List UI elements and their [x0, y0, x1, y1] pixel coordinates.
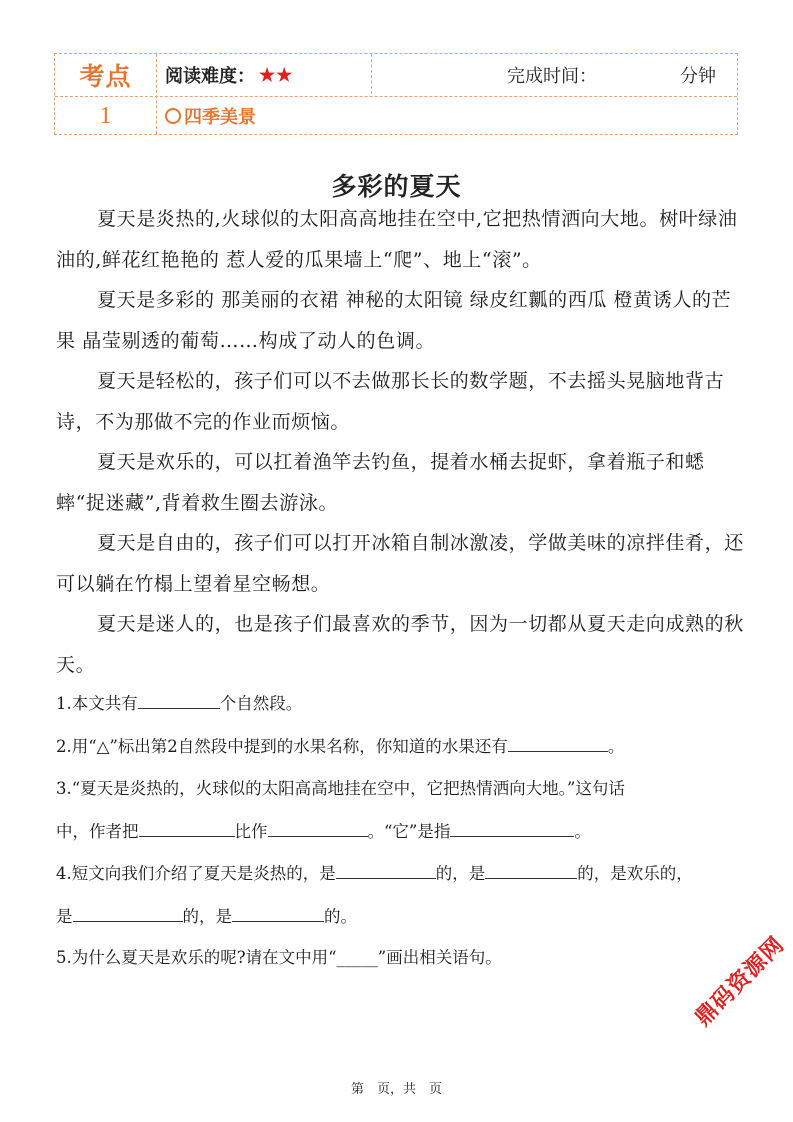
question-text: 个自然段。: [219, 694, 303, 713]
question-text: 5.为什么夏天是欢乐的呢?请在文中用“: [56, 948, 337, 967]
header-table: [54, 53, 738, 135]
circle-icon: [165, 108, 181, 124]
question-4-line-1: [56, 860, 693, 884]
answer-blank[interactable]: [73, 920, 183, 922]
divider: [371, 54, 372, 94]
divider: [55, 96, 737, 97]
question-1: [56, 690, 302, 714]
question-text: 的。: [324, 907, 357, 926]
question-text: 4.短文向我们介绍了夏天是炎热的，是: [56, 864, 336, 883]
question-text: 的，是欢乐的，: [577, 864, 693, 883]
question-text: 的，是: [182, 907, 232, 926]
question-3-line-1: 3.“夏天是炎热的，火球似的太阳高高地挂在空中，它把热情洒向大地。”这句话: [56, 779, 625, 798]
minute-label: 分钟: [680, 66, 716, 87]
kaodian-label: 考点: [79, 62, 132, 91]
underline-marker: _____: [336, 948, 378, 967]
question-3-line-2: [56, 818, 591, 842]
difficulty-label: 阅读难度：: [165, 66, 255, 87]
answer-blank[interactable]: [336, 877, 436, 879]
page-title: 多彩的夏天: [331, 172, 462, 201]
difficulty: [165, 54, 293, 96]
topic: [165, 96, 256, 136]
paragraph: 夏天是多彩的 那美丽的衣裙 神秘的太阳镜 绿皮红瓤的西瓜 橙黄诱人的芒果 晶莹剔透的葡萄……构成了动人的色调。: [56, 289, 732, 352]
answer-blank[interactable]: [268, 835, 368, 837]
question-text: 2.用“△”标出第2自然段中提到的水果名称，你知道的水果还有: [56, 737, 508, 756]
divider: [156, 54, 157, 134]
kaodian-number: 1: [99, 102, 112, 129]
star-rating-icon: ★★: [259, 64, 294, 86]
question-5: [56, 944, 502, 968]
watermark: 鼎码资源网: [689, 931, 790, 1032]
question-text: 。“它”是指: [367, 822, 451, 841]
answer-blank[interactable]: [139, 835, 235, 837]
paragraph: 夏天是轻松的，孩子们可以不去做那长长的数学题，不去摇头晃脑地背古诗，不为那做不完的作业而烦恼。: [56, 370, 725, 433]
paragraph: 夏天是炎热的,火球似的太阳高高地挂在空中,它把热情洒向大地。树叶绿油油的,鲜花红艳艳的 惹人爱的瓜果墙上“爬”、地上“滚”。: [56, 208, 738, 271]
completion-time-label: 完成时间：: [507, 66, 597, 87]
question-text: 1.本文共有: [56, 694, 138, 713]
question-2: [56, 733, 624, 757]
answer-blank[interactable]: [508, 750, 608, 752]
question-text: 的，是: [435, 864, 486, 883]
paragraph: 夏天是自由的，孩子们可以打开冰箱自制冰激凌，学做美味的凉拌佳肴，还可以躺在竹榻上望着星空畅想。: [56, 532, 744, 595]
answer-blank[interactable]: [138, 707, 220, 709]
answer-blank[interactable]: [232, 920, 324, 922]
question-text: 。: [607, 737, 625, 756]
paragraph: 夏天是迷人的，也是孩子们最喜欢的季节，因为一切都从夏天走向成熟的秋天。: [56, 613, 744, 676]
paragraph: 夏天是欢乐的，可以扛着渔竿去钓鱼，提着水桶去捉虾，拿着瓶子和蟋蟀“捉迷藏”,背着救生圈去游泳。: [56, 451, 705, 514]
topic-label: 四季美景: [184, 107, 256, 128]
question-text: 。: [574, 822, 591, 841]
answer-blank[interactable]: [450, 835, 574, 837]
question-text: 中，作者把: [56, 822, 139, 841]
question-text: 是: [56, 907, 73, 926]
question-text: 比作: [234, 822, 268, 841]
question-text: ”画出相关语句。: [377, 948, 502, 967]
answer-blank[interactable]: [485, 877, 577, 879]
page-footer: 第 页，共 页: [350, 1082, 442, 1097]
question-4-line-2: [56, 903, 357, 927]
